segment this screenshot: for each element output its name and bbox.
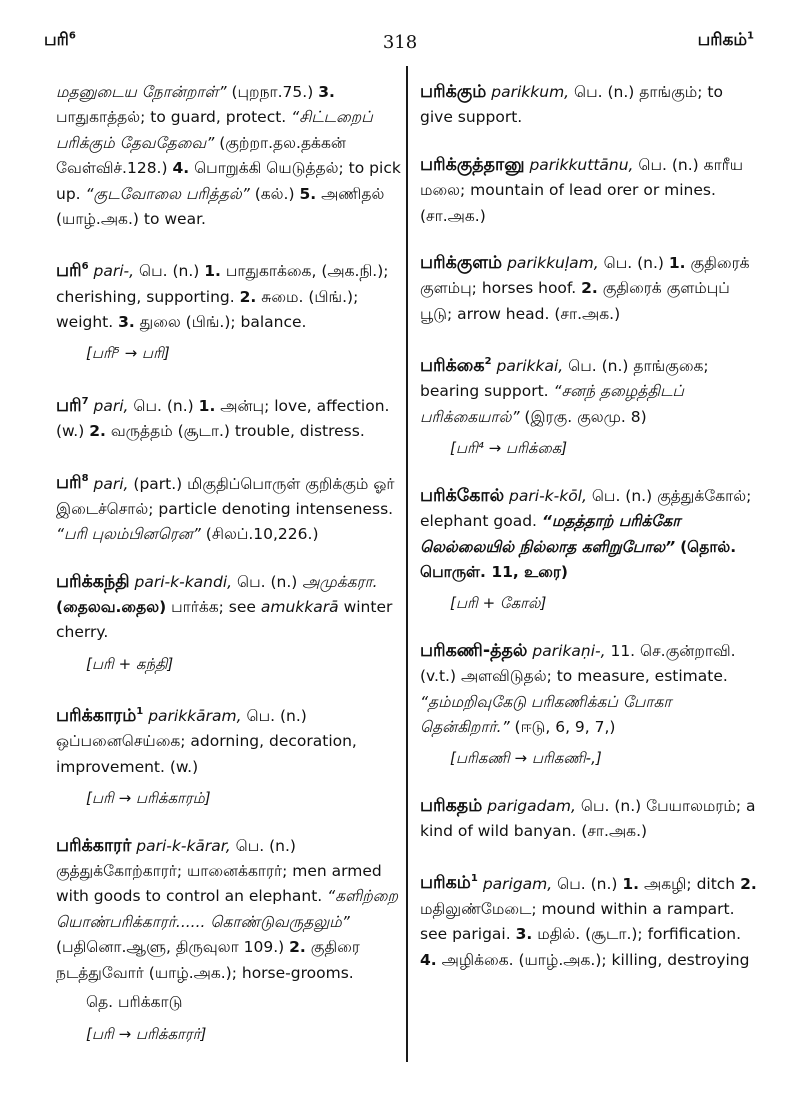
headword: பரிக்கந்தி: [56, 571, 130, 592]
right-column: [420, 80, 760, 995]
headword: பரிகணி-த்தல்: [420, 640, 528, 661]
etymology-ref: [பரி⁵ → பரி]: [86, 344, 170, 363]
headword: பரிக்குத்தானு: [420, 154, 525, 175]
headword: பரி$^6$: [56, 261, 89, 282]
etymology-ref: [பரி + கோல்]: [450, 594, 547, 613]
entry-parigadam: பரிகதம் parigadam, பெ. (n.) பேயாலமரம்; a kind of wild banyan. (சா.அக.): [420, 795, 756, 841]
etymology-ref: [பரி → பரிக்காரர்]: [86, 1024, 207, 1043]
header-left-guide-word: பரி$^6$: [44, 30, 76, 50]
headword: பரிகதம்: [420, 795, 483, 816]
headword: பரிக்காரர்: [56, 835, 132, 856]
headword: பரி$^7$: [56, 395, 89, 416]
entry-parigam-1: பரிகம்$^1$ parigam, பெ. (n.) 1. அகழி; ditch 2. மதிலுண்மேடை; mound within a rampart. see parigai. 3. மதில். (சூடா.); forfification. 4. அழிக்கை. (யாழ்.அக.); killing, destroying: [420, 873, 757, 969]
entry-parikkarar: பரிக்காரர் pari-k-kārar, பெ. (n.) குத்துக்கோற்காரர்; யானைக்காரர்; men armed with goods to control an elephant. “களிற்றை யொண்பரிக்காரர்...... கொண்டுவருதலும்” (பதினொ.ஆளு, திருவுலா 109.) 2. குதிரை நடத்துவோர் (யாழ்.அக.); horse-grooms.: [56, 835, 399, 982]
headword: பரிக்கோல்: [420, 485, 505, 506]
entry-parikkaram: பரிக்காரம்$^1$ parikkāram, பெ. (n.) ஒப்பனைசெய்கை; adorning, decoration, improvement. (w.): [56, 706, 357, 776]
entry-pari-6: பரி$^6$ pari-, பெ. (n.) 1. பாதுகாக்கை, (அக.நி.); cherishing, supporting. 2. சுமை. (பிங்.); weight. 3. துலை (பிங்.); balance.: [56, 261, 389, 332]
page-header: [0, 30, 800, 60]
headword: பரி$^8$: [56, 473, 89, 494]
headword: பரிக்கும்: [420, 82, 487, 102]
entry-parikkandi: பரிக்கந்தி pari-k-kandi, பெ. (n.) அமுக்கரா. (தைலவ.தைல) பார்க்க; see amukkarā winter cherry.: [56, 571, 393, 642]
cognate-note: தெ. பரிக்காடு: [86, 993, 183, 1012]
entry-parikkuttanu: பரிக்குத்தானு parikkuttānu, பெ. (n.) காரீய மலை; mountain of lead orer or mines. (சா.அக.): [420, 154, 743, 225]
etymology-ref: [பரி⁴ → பரிக்கை]: [450, 439, 568, 458]
entry-parikkol: பரிக்கோல் pari-k-kōl, பெ. (n.) குத்துக்கோல்; elephant goad. “மதத்தாற் பரிக்கோ லெல்லையில் நில்லாத களிறுபோல” (தொல். பொருள். 11, உரை): [420, 485, 752, 581]
entry-parikkum: பரிக்கும் parikkum, பெ. (n.) தாங்கும்; to give support.: [420, 82, 723, 127]
entry-pari-7: பரி$^7$ pari, பெ. (n.) 1. அன்பு; love, affection. (w.) 2. வருத்தம் (சூடா.) trouble, distress.: [56, 395, 390, 441]
headword: பரிக்காரம்$^1$: [56, 706, 144, 727]
etymology-ref: [பரிகணி → பரிகணி-,]: [450, 749, 602, 768]
entry-pari-8: பரி$^8$ pari, (part.) மிகுதிப்பொருள் குறிக்கும் ஓர் இடைச்சொல்; particle denoting intenseness. “பரி புலம்பினரென” (சிலப்.10,226.): [56, 473, 395, 544]
entry-parikkai-2: பரிக்கை$^2$ parikkai, பெ. (n.) தாங்குகை; bearing support. “சனந் தழைத்திடப் பரிக்கையால்” (இரகு. குலமு. 8): [420, 356, 709, 426]
entry-parikani: பரிகணி-த்தல் parikaṇi-, 11. செ.குன்றாவி. (v.t.) அளவிடுதல்; to measure, estimate. “தம்மறிவுகேடு பரிகணிக்கப் போகா தென்கிறார்.” (ஈடு, 6, 9, 7,): [420, 640, 736, 736]
page-number: 318: [382, 32, 418, 53]
entry-continuation: மதனுடைய நோன்றாள்” (புறநா.75.) 3. பாதுகாத்தல்; to guard, protect. “சிட்டறைப் பரிக்கும் தேவதேவை” (குற்றா.தல.தக்கன் வேள்விச்.128.) 4. பொறுக்கி யெடுத்தல்; to pick up. “குடவோலை பரித்தல்” (கல்.) 5. அணிதல் (யாழ்.அக.) to wear.: [56, 83, 401, 229]
etymology-ref: [பரி → பரிக்காரம்]: [86, 789, 211, 808]
header-right-guide-word: பரிகம்$^1$: [697, 30, 754, 50]
left-column: [56, 80, 411, 1069]
etymology-ref: [பரி + கந்தி]: [86, 654, 174, 673]
headword: பரிக்கை$^2$: [420, 356, 492, 377]
headword: பரிக்குளம்: [420, 253, 503, 274]
entry-parikkulam: பரிக்குளம் parikkuḷam, பெ. (n.) 1. குதிரைக் குளம்பு; horses hoof. 2. குதிரைக் குளம்புப் பூடு; arrow head. (சா.அக.): [420, 253, 750, 323]
headword: பரிகம்$^1$: [420, 873, 478, 894]
